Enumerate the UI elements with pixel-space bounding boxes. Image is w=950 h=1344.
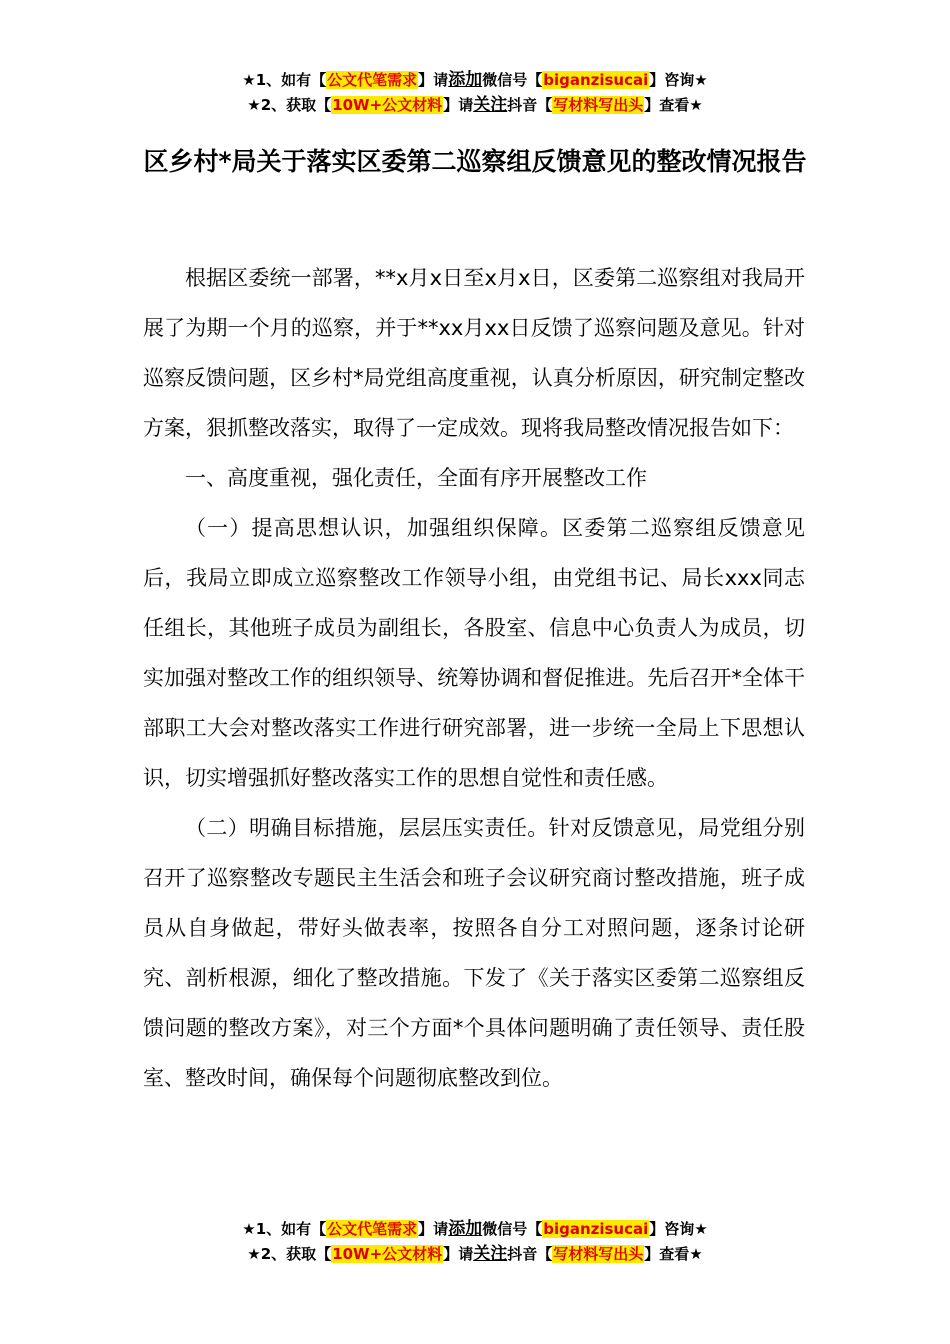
highlight-service: 公文代笔需求 — [327, 71, 418, 89]
banner-line-2: ★2、获取【10W+公文材料】请关注抖音【写材料写出头】查看★ — [247, 95, 703, 115]
banner-line-2: ★2、获取【10W+公文材料】请关注抖音【写材料写出头】查看★ — [247, 1244, 703, 1264]
section-heading-1: 一、高度重视，强化责任，全面有序开展整改工作 — [185, 466, 647, 490]
document-title: 区乡村*局关于落实区委第二巡察组反馈意见的整改情况报告 — [143, 147, 807, 176]
paragraph-subsection-1: （一）提高思想认识，加强组织保障。区委第二巡察组反馈意见后，我局立即成立巡察整改工作领导小组，由党组书记、局长xxx同志任组长，其他班子成员为副组长，各股室、信息中心负责人为成员，切实加强对整改工作的组织领导、统筹协调和督促推进。先后召开*全体干部职工大会对整改落实工作进行研究部署，进一步统一全局上下思想认识，切实增强抓好整改落实工作的思想自觉性和责任感。 — [143, 516, 805, 790]
highlight-materials: 10W+公文材料 — [332, 96, 443, 114]
paragraph-intro: 根据区委统一部署，**x月x日至x月x日，区委第二巡察组对我局开展了为期一个月的巡察，并于**xx月xx日反馈了巡察问题及意见。针对巡察反馈问题，区乡村*局党组高度重视，认真分析原因，研究制定整改方案，狠抓整改落实，取得了一定成效。现将我局整改情况报告如下： — [143, 266, 805, 440]
highlight-wechat-id: biganzisucai — [543, 71, 649, 89]
highlight-service: 公文代笔需求 — [327, 1220, 418, 1238]
highlight-wechat-id: biganzisucai — [543, 1220, 649, 1238]
highlight-douyin-id: 写材料写出头 — [553, 96, 644, 114]
paragraph-subsection-2: （二）明确目标措施，层层压实责任。针对反馈意见，局党组分别召开了巡察整改专题民主生活会和班子会议研究商讨整改措施，班子成员从自身做起，带好头做表率，按照各自分工对照问题，逐条讨论研究、剖析根源，细化了整改措施。下发了《关于落实区委第二巡察组反馈问题的整改方案》，对三个方面*个具体问题明确了责任领导、责任股室、整改时间，确保每个问题彻底整改到位。 — [143, 816, 805, 1090]
highlight-materials: 10W+公文材料 — [332, 1245, 443, 1263]
footer-banner — [0, 1217, 950, 1267]
highlight-douyin-id: 写材料写出头 — [553, 1245, 644, 1263]
banner-line-1: ★1、如有【公文代笔需求】请添加微信号【biganzisucai】咨询★ — [242, 1219, 708, 1239]
banner-line-1: ★1、如有【公文代笔需求】请添加微信号【biganzisucai】咨询★ — [242, 70, 708, 90]
document-body — [143, 253, 805, 1103]
header-banner — [0, 68, 950, 118]
